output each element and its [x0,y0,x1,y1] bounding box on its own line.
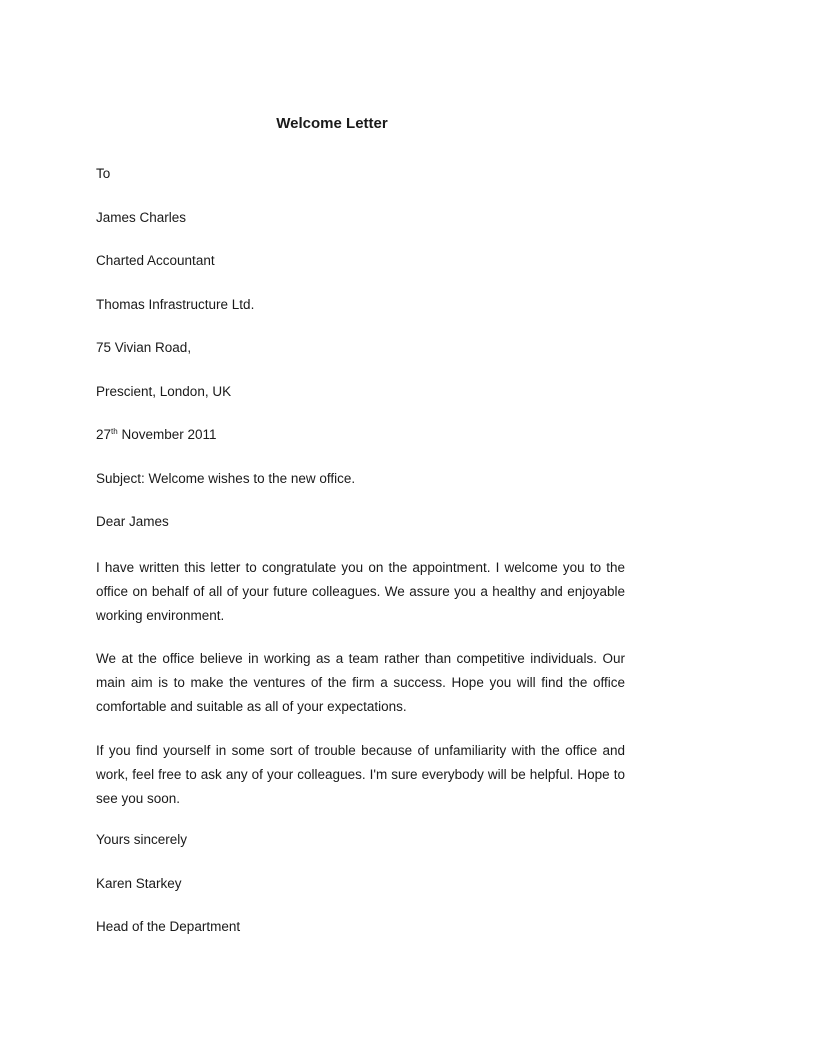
recipient-name: James Charles [96,209,187,225]
to-label: To [96,166,111,181]
date-day: 27 [96,427,112,442]
closing: Yours sincerely [96,832,188,847]
date-suffix: th [111,427,118,436]
recipient-address-line1: 75 Vivian Road, [96,340,192,355]
recipient-address-line2: Prescient, London, UK [96,383,232,399]
salutation: Dear James [96,514,169,529]
body-paragraph-3: If you find yourself in some sort of trouble because of unfamiliarity with the office and work, feel free to ask any of your colleagues. I'm sure everybody will be helpful. Hope to see you soon. [96,742,625,806]
letter-title-text: Welcome Letter [276,115,388,132]
letter-date [96,425,625,445]
letter-title [96,112,625,136]
sender-name: Karen Starkey [96,875,182,891]
letter-page [96,112,625,961]
body-paragraph-1: I have written this letter to congratulate you on the appointment. I welcome you to the office on behalf of all of your future colleagues. We assure you a healthy and enjoyable working environment. [96,559,625,623]
recipient-position: Charted Accountant [96,253,215,268]
letter-subject: Subject: Welcome wishes to the new office. [96,470,356,486]
sender-title: Head of the Department [96,919,241,934]
recipient-company: Thomas Infrastructure Ltd. [96,296,255,312]
date-rest: November 2011 [117,427,217,442]
body-paragraph-2: We at the office believe in working as a team rather than competitive individuals. Our main aim is to make the ventures of the firm a success. Hope you will find the office comfortable and suitable as all of your expectations. [96,651,625,714]
